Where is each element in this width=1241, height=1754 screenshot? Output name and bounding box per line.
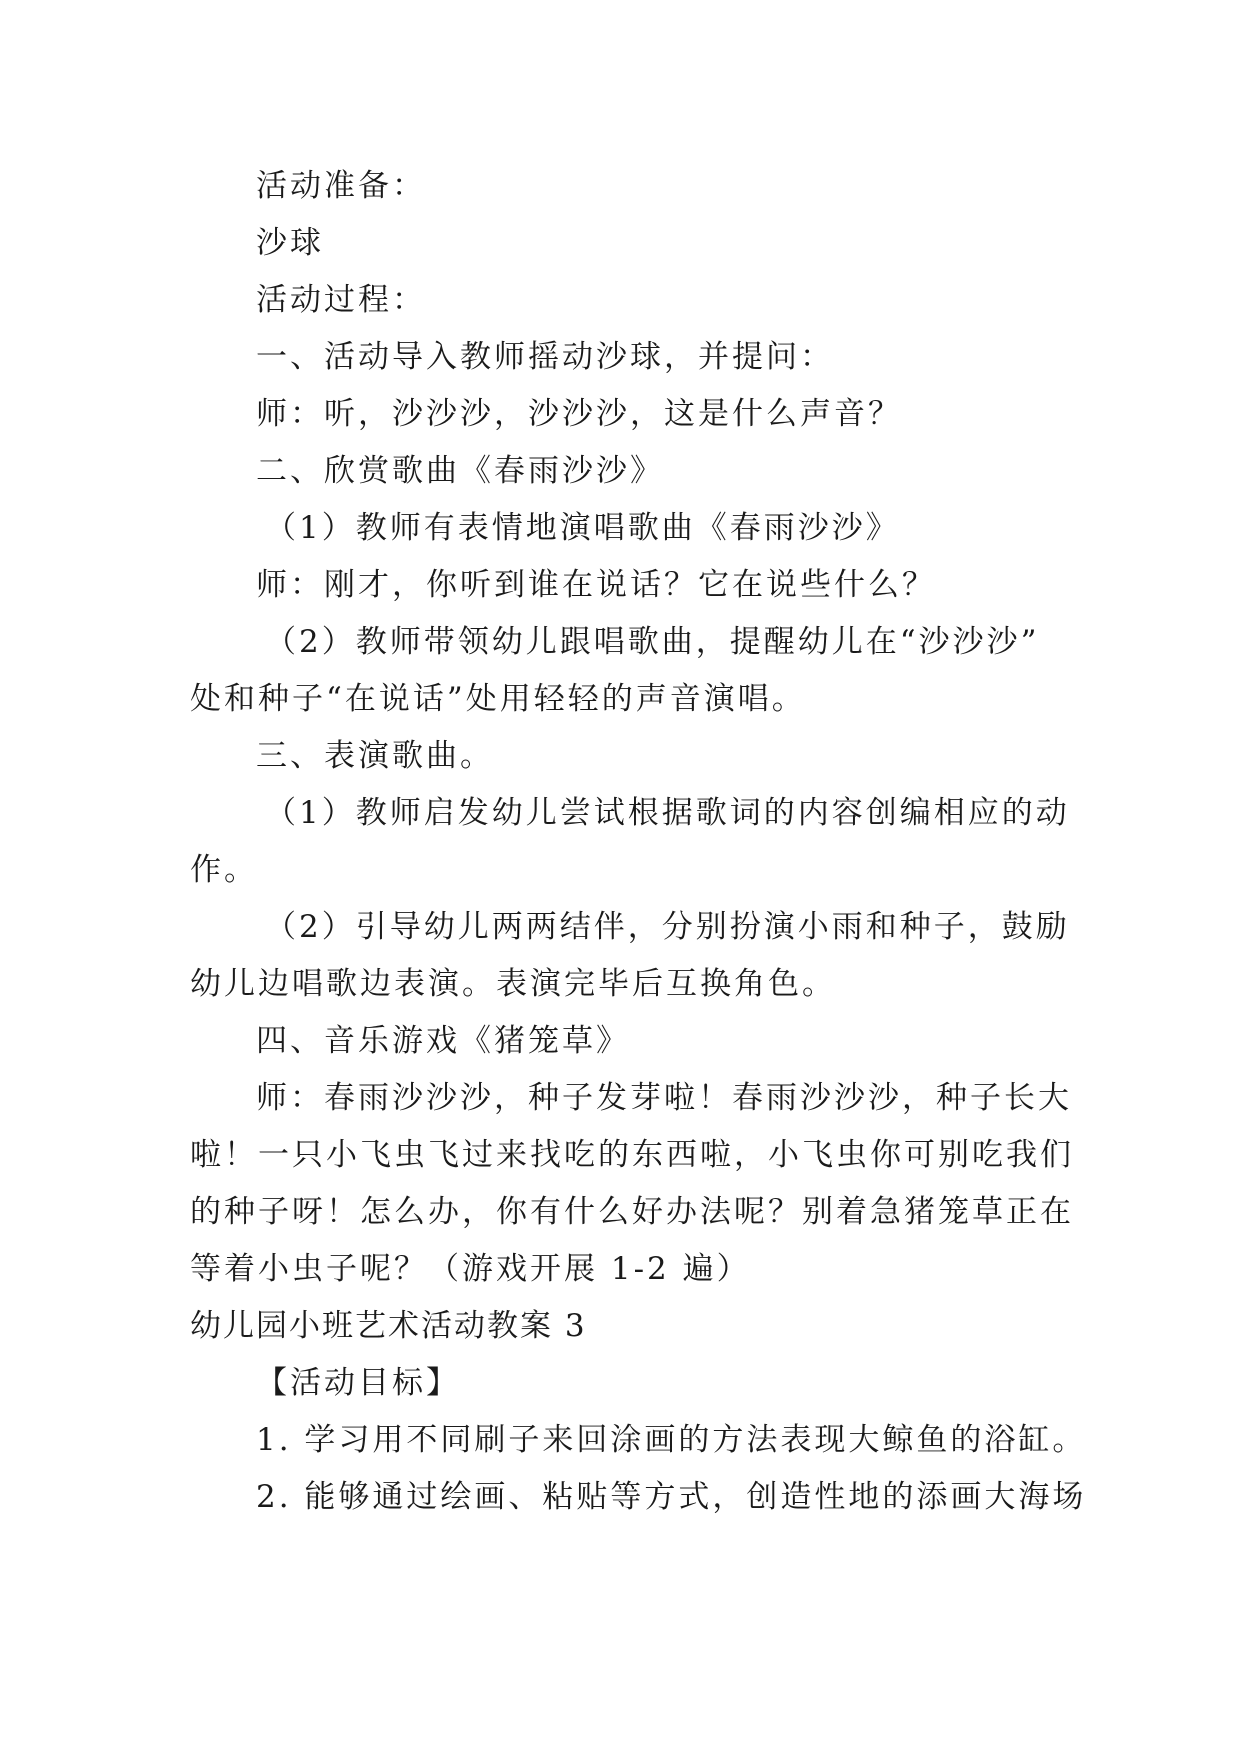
text-line: 四、音乐游戏《猪笼草》 (256, 1023, 630, 1059)
list-item: 1. 学习用不同刷子来回涂画的方法表现大鲸鱼的浴缸。 (256, 1422, 1087, 1458)
text-line: （1）教师启发幼儿尝试根据歌词的内容创编相应的动 (265, 795, 1070, 831)
text-line: 活动过程： (256, 282, 426, 318)
text-line: 师：听，沙沙沙，沙沙沙，这是什么声音？ (256, 396, 902, 432)
text-line: 作。 (190, 852, 258, 888)
text-line: （2）教师带领幼儿跟唱歌曲，提醒幼儿在“沙沙沙” (265, 624, 1040, 660)
text-line: （1）教师有表情地演唱歌曲《春雨沙沙》 (265, 510, 900, 546)
text-line: 活动准备： (256, 168, 426, 204)
text-line: 师：刚才，你听到谁在说话？它在说些什么？ (256, 567, 936, 603)
text-line: 沙球 (256, 225, 324, 261)
list-item: 2. 能够通过绘画、粘贴等方式，创造性地的添画大海场 (256, 1479, 1087, 1515)
text-line: 二、欣赏歌曲《春雨沙沙》 (256, 453, 664, 489)
section-title: 幼儿园小班艺术活动教案 3 (190, 1308, 587, 1344)
text-line: 等着小虫子呢？（游戏开展 1-2 遍） (190, 1251, 751, 1287)
text-line: 幼儿边唱歌边表演。表演完毕后互换角色。 (190, 966, 836, 1002)
text-line: 一、活动导入教师摇动沙球，并提问： (256, 339, 834, 375)
text-line: 啦！一只小飞虫飞过来找吃的东西啦，小飞虫你可别吃我们 (190, 1137, 1074, 1173)
text-line: 的种子呀！怎么办，你有什么好办法呢？别着急猪笼草正在 (190, 1194, 1074, 1230)
text-line: （2）引导幼儿两两结伴，分别扮演小雨和种子，鼓励 (265, 909, 1070, 945)
text-line: 三、表演歌曲。 (256, 738, 494, 774)
text-line: 处和种子“在说话”处用轻轻的声音演唱。 (190, 681, 806, 717)
section-heading: 【活动目标】 (256, 1365, 460, 1401)
text-line: 师：春雨沙沙沙，种子发芽啦！春雨沙沙沙，种子长大 (256, 1080, 1072, 1116)
